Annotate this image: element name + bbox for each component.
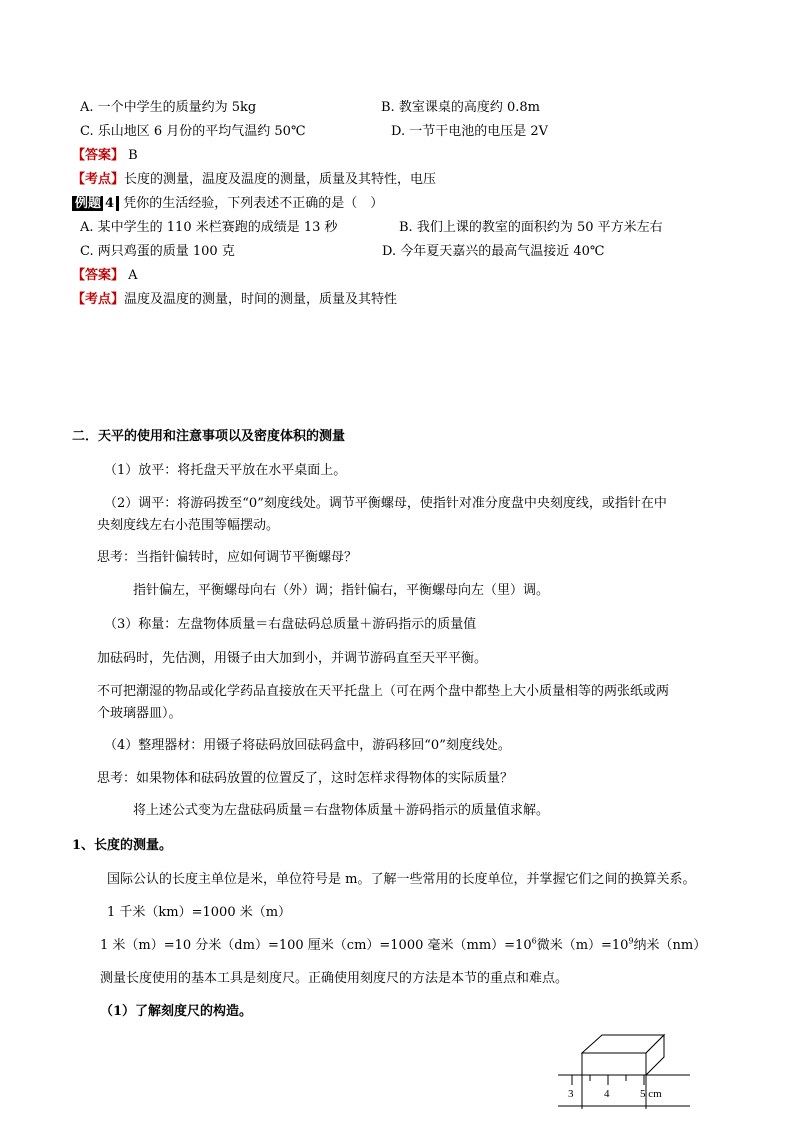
- point-value: 温度及温度的测量，时间的测量，质量及其特性: [124, 292, 398, 307]
- answer-value: B: [124, 148, 138, 163]
- section-title-length: 1、长度的测量。: [72, 838, 173, 853]
- km-conversion: 1 千米（km）=1000 米（m）: [107, 905, 292, 920]
- step-4: （4）整理器材：用镊子将砝码放回砝码盒中，游码移回“0”刻度线处。: [104, 738, 511, 753]
- q4-option-d: D. 今年夏天嘉兴的最高气温接近 40℃: [382, 244, 605, 259]
- example-badge-number: 4: [105, 196, 115, 211]
- ruler-diagram: [548, 1033, 698, 1113]
- q3-option-b: B. 教室课桌的高度约 0.8m: [381, 100, 540, 115]
- subsection-ruler-structure: （1）了解刻度尺的构造。: [100, 1004, 253, 1019]
- exponent-2: 9: [628, 936, 634, 946]
- ruler-label-5cm: 5 cm: [640, 1088, 662, 1100]
- section-title-balance: 二．天平的使用和注意事项以及密度体积的测量: [72, 429, 346, 444]
- exponent-1: 6: [531, 936, 537, 946]
- point-label: 【考点】: [72, 172, 125, 187]
- caution-line2: 个玻璃器皿）。: [97, 706, 182, 721]
- unit-conversion: [100, 937, 706, 955]
- ruler-label-4: 4: [604, 1088, 610, 1100]
- point-label: 【考点】: [72, 292, 125, 307]
- q4-stem-text: 凭你的生活经验，下列表述不正确的是（ ）: [119, 196, 384, 211]
- q3-option-d: D. 一节干电池的电压是 2V: [391, 124, 549, 139]
- q3-option-c: C. 乐山地区 6 月份的平均气温约 50℃: [80, 124, 306, 139]
- conversion-part-1: 1 米（m）=10 分米（dm）=100 厘米（cm）=1000 毫米（mm）=10: [100, 938, 532, 953]
- ruler-tool-note: 测量长度使用的基本工具是刻度尺。正确使用刻度尺的方法是本节的重点和难点。: [100, 971, 569, 986]
- q3-answer: [72, 147, 138, 165]
- add-weights-note: 加砝码时，先估测，用镊子由大加到小，并调节游码直至天平平衡。: [97, 651, 488, 666]
- q4-option-b: B. 我们上课的教室的面积约为 50 平方米左右: [399, 220, 663, 235]
- q4-option-a: A. 某中学生的 110 米栏赛跑的成绩是 13 秒: [80, 220, 338, 235]
- length-intro: 国际公认的长度主单位是米，单位符号是 m。了解一些常用的长度单位，并掌握它们之间的换算关系。: [107, 872, 696, 887]
- q4-point: [72, 291, 397, 309]
- step-3: （3）称量：左盘物体质量＝右盘砝码总质量＋游码指示的质量值: [104, 617, 477, 632]
- think-question-2: 思考：如果物体和砝码放置的位置反了，这时怎样求得物体的实际质量？: [97, 771, 514, 786]
- answer-label: 【答案】: [72, 148, 125, 163]
- think-answer-1: 指针偏左，平衡螺母向右（外）调；指针偏右，平衡螺母向左（里）调。: [133, 583, 550, 598]
- ruler-label-3: 3: [568, 1088, 574, 1100]
- block-front: [582, 1053, 646, 1075]
- caution-line1: 不可把潮湿的物品或化学药品直接放在天平托盘上（可在两个盘中都垫上大小质量相等的两张纸或两: [97, 684, 670, 699]
- q4-option-c: C. 两只鸡蛋的质量 100 克: [80, 244, 235, 259]
- answer-label: 【答案】: [72, 268, 125, 283]
- answer-value: A: [124, 268, 138, 283]
- q4-answer: [72, 267, 138, 285]
- step-2-line2: 央刻度线左右小范围等幅摆动。: [97, 518, 280, 533]
- think-answer-2: 将上述公式变为左盘砝码质量＝右盘物体质量＋游码指示的质量值求解。: [133, 803, 550, 818]
- think-question-1: 思考：当指针偏转时，应如何调节平衡螺母？: [97, 550, 358, 565]
- conversion-part-3: 纳米（nm）: [633, 938, 707, 953]
- step-1: （1）放平：将托盘天平放在水平桌面上。: [104, 463, 347, 478]
- point-value: 长度的测量，温度及温度的测量，质量及其特性，电压: [124, 172, 437, 187]
- q3-option-a: A. 一个中学生的质量约为 5kg: [80, 100, 257, 115]
- example-badge-text: 例题: [75, 196, 102, 211]
- step-2-line1: （2）调平：将游码拨至“0”刻度线处。调节平衡螺母，使指针对准分度盘中央刻度线，或指针在中: [104, 496, 667, 511]
- q3-point: [72, 171, 436, 189]
- q4-stem: [72, 195, 383, 213]
- conversion-part-2: 微米（m）=10: [536, 938, 629, 953]
- example-badge: [72, 196, 119, 211]
